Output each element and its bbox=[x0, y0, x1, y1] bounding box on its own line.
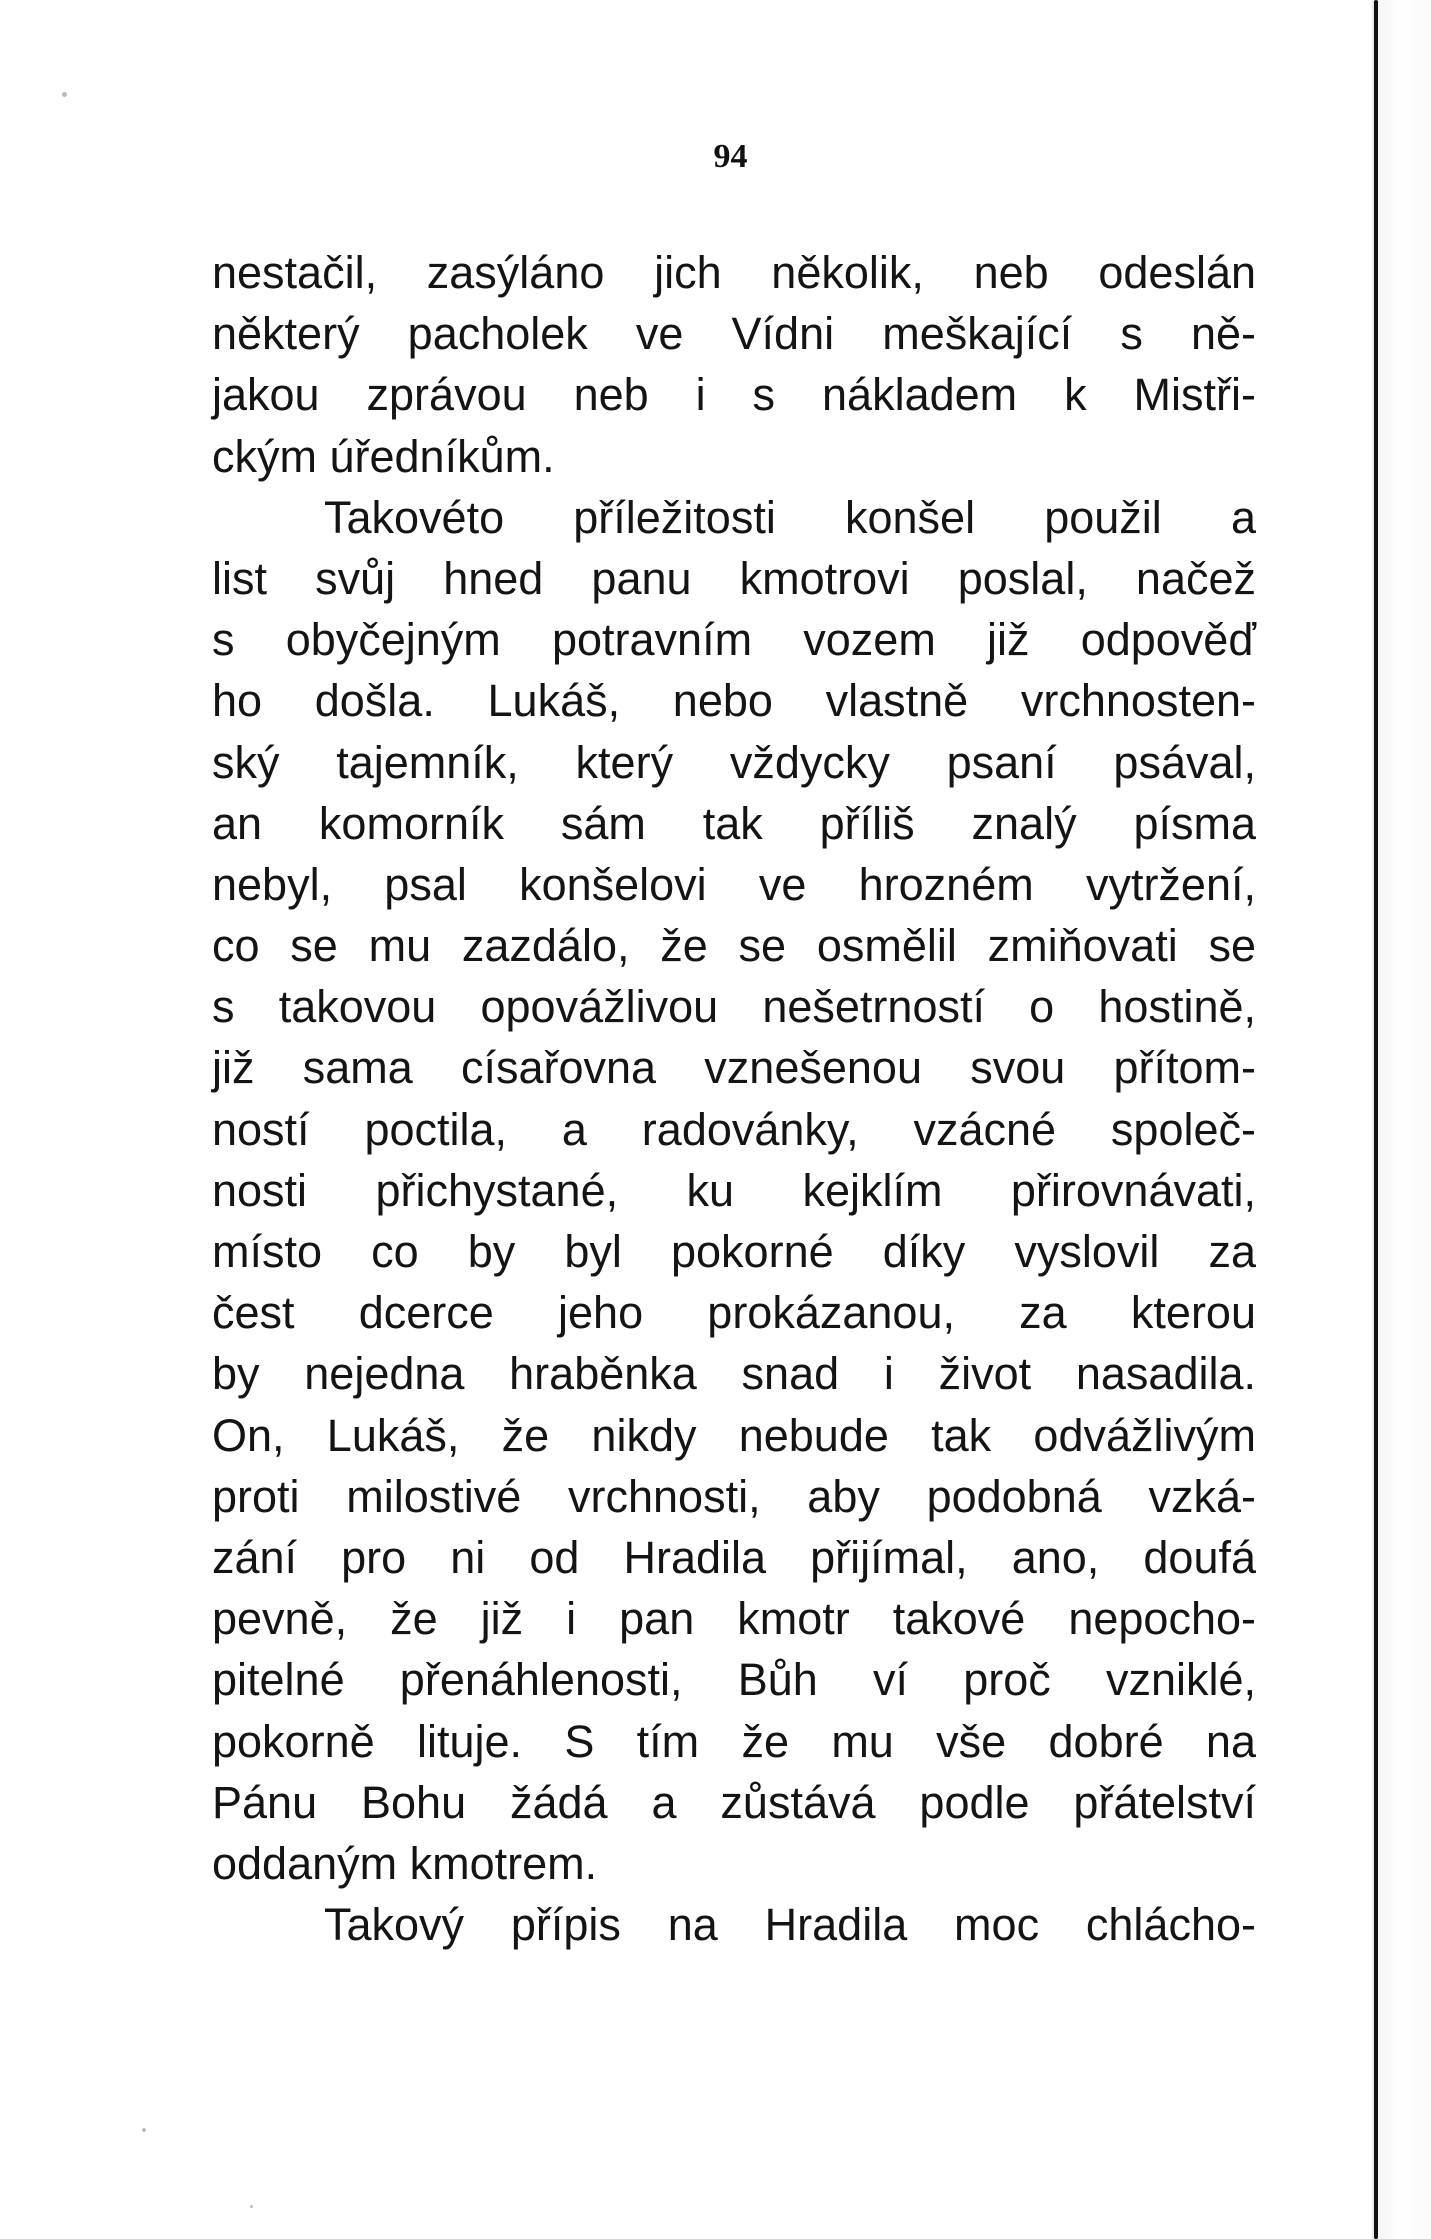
paper-speck bbox=[250, 2205, 253, 2208]
text-line: pokorně lituje. S tím že mu vše dobré na bbox=[212, 1715, 1256, 1767]
text-line: by nejedna hraběnka snad i život nasadila. bbox=[212, 1348, 1256, 1400]
text-line: ho došla. Lukáš, nebo vlastně vrchnosten- bbox=[212, 675, 1256, 727]
text-line: místo co by byl pokorné díky vyslovil za bbox=[212, 1226, 1256, 1277]
page-edge bbox=[1372, 0, 1431, 2239]
text-line: nebyl, psal konšelovi ve hrozném vytržení, bbox=[212, 858, 1256, 910]
text-line: co se mu zazdálo, že se osmělil zmiňovati se bbox=[212, 920, 1256, 972]
text-line: Pánu Bohu žádá a zůstává podle přátelství bbox=[212, 1776, 1256, 1828]
text-line: nosti přichystané, ku kejklím přirovnávati, bbox=[212, 1164, 1256, 1216]
page-edge-line bbox=[1374, 0, 1378, 2239]
text-line: pevně, že již i pan kmotr takové nepocho- bbox=[212, 1593, 1256, 1645]
text-line: pitelné přenáhlenosti, Bůh ví proč vzniklé, bbox=[212, 1654, 1256, 1706]
text-line: s takovou opovážlivou nešetrností o hostině, bbox=[212, 981, 1256, 1033]
paper-speck bbox=[142, 2128, 146, 2132]
text-line: některý pacholek ve Vídni meškající s ně- bbox=[212, 308, 1256, 360]
text-line: s obyčejným potravním vozem již odpověď bbox=[212, 614, 1256, 666]
text-line: oddaným kmotrem. bbox=[212, 1837, 598, 1889]
paper-speck bbox=[62, 92, 67, 97]
text-line: již sama císařovna vznešenou svou přítom- bbox=[212, 1042, 1256, 1094]
text-line: Takovéto příležitosti konšel použil a bbox=[324, 491, 1256, 543]
text-line: čest dcerce jeho prokázanou, za kterou bbox=[212, 1287, 1256, 1339]
text-line: nestačil, zasýláno jich několik, neb odeslán bbox=[212, 247, 1256, 298]
text-line: ckým úředníkům. bbox=[212, 430, 555, 482]
page-number: 94 bbox=[713, 138, 748, 175]
text-line: proti milostivé vrchnosti, aby podobná vzká- bbox=[212, 1470, 1256, 1522]
text-line: jakou zprávou neb i s nákladem k Mistři- bbox=[212, 369, 1256, 421]
page-text bbox=[212, 242, 1256, 1955]
text-line: ností poctila, a radovánky, vzácné společ- bbox=[212, 1103, 1256, 1155]
text-line: zání pro ni od Hradila přijímal, ano, doufá bbox=[212, 1531, 1256, 1583]
text-line: ský tajemník, který vždycky psaní psával, bbox=[212, 736, 1256, 788]
text-line: list svůj hned panu kmotrovi poslal, načež bbox=[212, 552, 1256, 604]
text-line: an komorník sám tak příliš znalý písma bbox=[212, 797, 1256, 849]
text-line: Takový přípis na Hradila moc chlácho- bbox=[324, 1899, 1256, 1951]
text-line: On, Lukáš, že nikdy nebude tak odvážlivým bbox=[212, 1409, 1256, 1461]
